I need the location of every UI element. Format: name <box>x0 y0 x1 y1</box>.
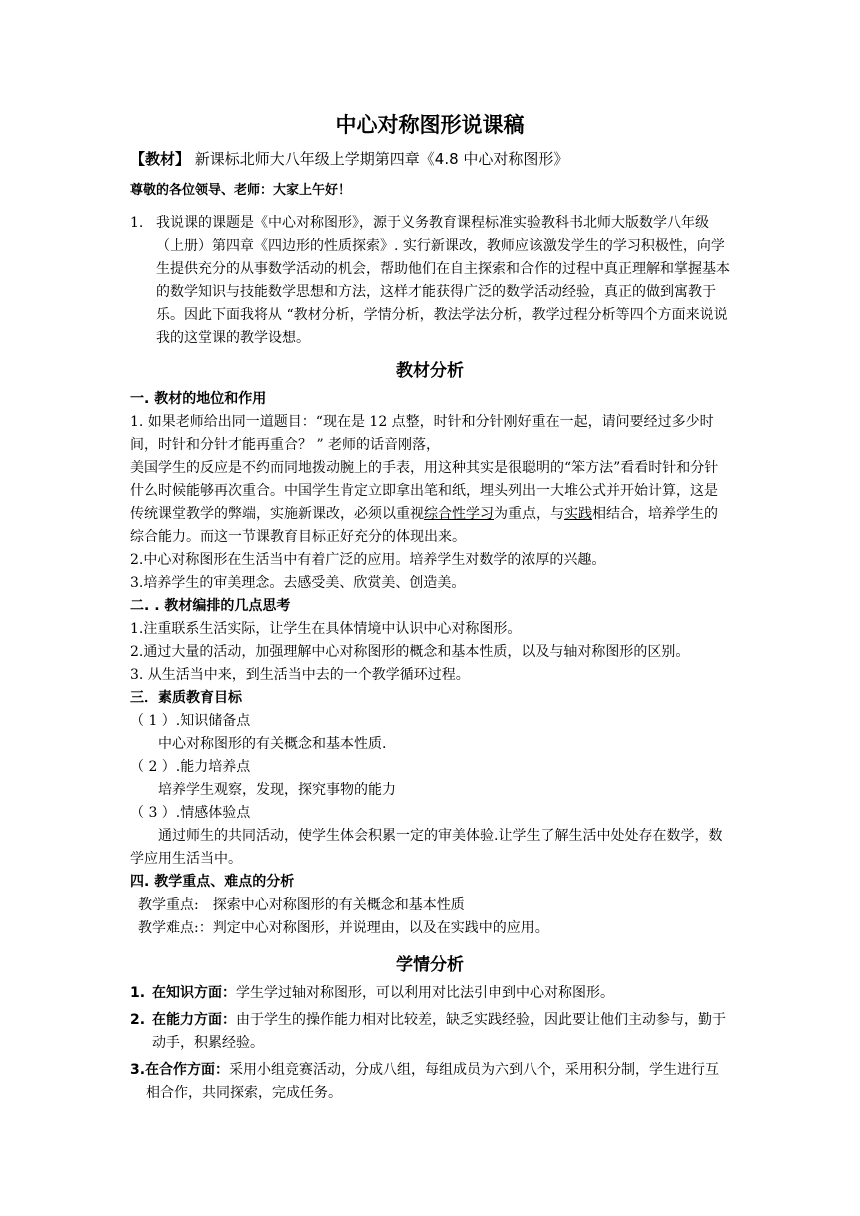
role-paragraph-3: 2.中心对称图形在生活当中有着广泛的应用。培养学生对数学的浓厚的兴趣。 <box>130 552 606 568</box>
section-heading-student-analysis: 学情分析 <box>396 955 464 975</box>
role-text-b: 为重点，与 <box>494 506 564 522</box>
subheading-role: 一. 教材的地位和作用 <box>130 391 267 407</box>
item-text: 学生学过轴对称图形，可以利用对比法引申到中心对称图形。 <box>236 985 614 1001</box>
role-paragraph-4: 3.培养学生的审美理念。去感受美、欣赏美、创造美。 <box>130 575 466 591</box>
role-text-c: 相结合，培养学生的综合能力。而这一节课教育目标正好充分的体现出来。 <box>130 506 718 545</box>
arrangement-item-1: 1.注重联系生活实际，让学生在具体情境中认识中心对称图形。 <box>130 621 522 637</box>
greeting: 尊敬的各位领导、老师：大家上午好！ <box>130 183 352 198</box>
difficult-point: 教学难点:：判定中心对称图形，并说理由，以及在实践中的应用。 <box>138 920 549 936</box>
item-key: 在知识方面： <box>152 985 236 1001</box>
goal-2-label: （ 2 ）.能力培养点 <box>130 759 251 775</box>
underlined-term-practice: 实践 <box>564 506 592 522</box>
page-title: 中心对称图形说课稿 <box>335 112 525 137</box>
item-text: 采用小组竞赛活动，分成八组，每组成员为六到八个，采用积分制，学生进行互相合作，共同探索，完成任务。 <box>146 1062 720 1101</box>
student-analysis-item-1 <box>130 982 730 1005</box>
material-line <box>130 146 730 172</box>
intro-paragraph <box>130 212 730 350</box>
goal-3-label: （ 3 ）.情感体验点 <box>130 805 251 821</box>
student-analysis-item-3 <box>130 1059 730 1105</box>
item-number: 1. <box>130 985 146 1001</box>
arrangement-item-3: 3. 从生活当中来，到生活当中去的一个教学循环过程。 <box>130 667 470 683</box>
goal-1-label: （ 1 ）.知识储备点 <box>130 713 251 729</box>
document-body <box>130 110 730 1105</box>
arrangement-item-2: 2.通过大量的活动，加强理解中心对称图形的概念和基本性质，以及与轴对称图形的区别。 <box>130 644 690 660</box>
item-text: 由于学生的操作能力相对比较差，缺乏实践经验，因此要让他们主动参与，勤于动手，积累经验。 <box>152 1012 726 1051</box>
role-paragraph-2 <box>130 457 730 549</box>
item-key: 在能力方面： <box>152 1012 236 1028</box>
item-key: 在合作方面： <box>145 1062 230 1078</box>
material-label: 【教材】 <box>130 150 191 168</box>
intro-text: 我说课的课题是《中心对称图形》，源于义务教育课程标准实验教科书北师大版数学八年级（上册）第四章《四边形的性质探索》. 实行新课改，教师应该激发学生的学习积极性，向学生提供充分的从事数学活动的机会，帮助他们在自主探索和合作的过程中真正理解和掌握基本的数学知识与技能数学思想和方法，这样才能获得广泛的数学活动经验，真正的做到寓教于乐。因此下面我将从 “教材分析，学情分析，教法学法分析，教学过程分析等四个方面来说说我的这堂课的教学设想。 <box>156 215 730 346</box>
material-text: 新课标北师大八年级上学期第四章《4.8 中心对称图形》 <box>194 150 569 168</box>
role-text-a: 美国学生的反应是不约而同地拨动腕上的手表，用这种其实是很聪明的“笨方法”看看时针和分针什么时候能够再次重合。中国学生肯定立即拿出笔和纸，埋头列出一大堆公式并开始计算，这是传统课堂教学的弊端，实施新课改，必须以重视 <box>130 460 719 522</box>
goal-3-text: 通过师生的共同活动，使学生体会积累一定的审美体验.让学生了解生活中处处存在数学，数学应用生活当中。 <box>130 828 723 867</box>
underlined-term-comprehensive: 综合性学习 <box>424 506 494 522</box>
key-point: 教学重点: 探索中心对称图形的有关概念和基本性质 <box>138 897 465 913</box>
intro-number: 1. <box>130 215 144 231</box>
role-paragraph-1: 1. 如果老师给出同一道题目：“现在是 12 点整，时针和分针刚好重在一起，请问要经过多少时间，时针和分针才能再重合？ ” 老师的话音刚落， <box>130 414 714 453</box>
item-number: 3. <box>130 1062 146 1078</box>
subheading-goals: 三．素质教育目标 <box>130 690 242 706</box>
student-analysis-item-2 <box>130 1009 730 1055</box>
subheading-arrangement: 二. . 教材编排的几点思考 <box>130 598 291 614</box>
goal-2-text: 培养学生观察，发现，探究事物的能力 <box>158 782 396 798</box>
section-heading-material-analysis: 教材分析 <box>396 361 464 381</box>
subheading-key-points: 四. 教学重点、难点的分析 <box>130 874 295 890</box>
goal-1-text: 中心对称图形的有关概念和基本性质. <box>158 736 387 752</box>
item-number: 2. <box>130 1012 146 1028</box>
